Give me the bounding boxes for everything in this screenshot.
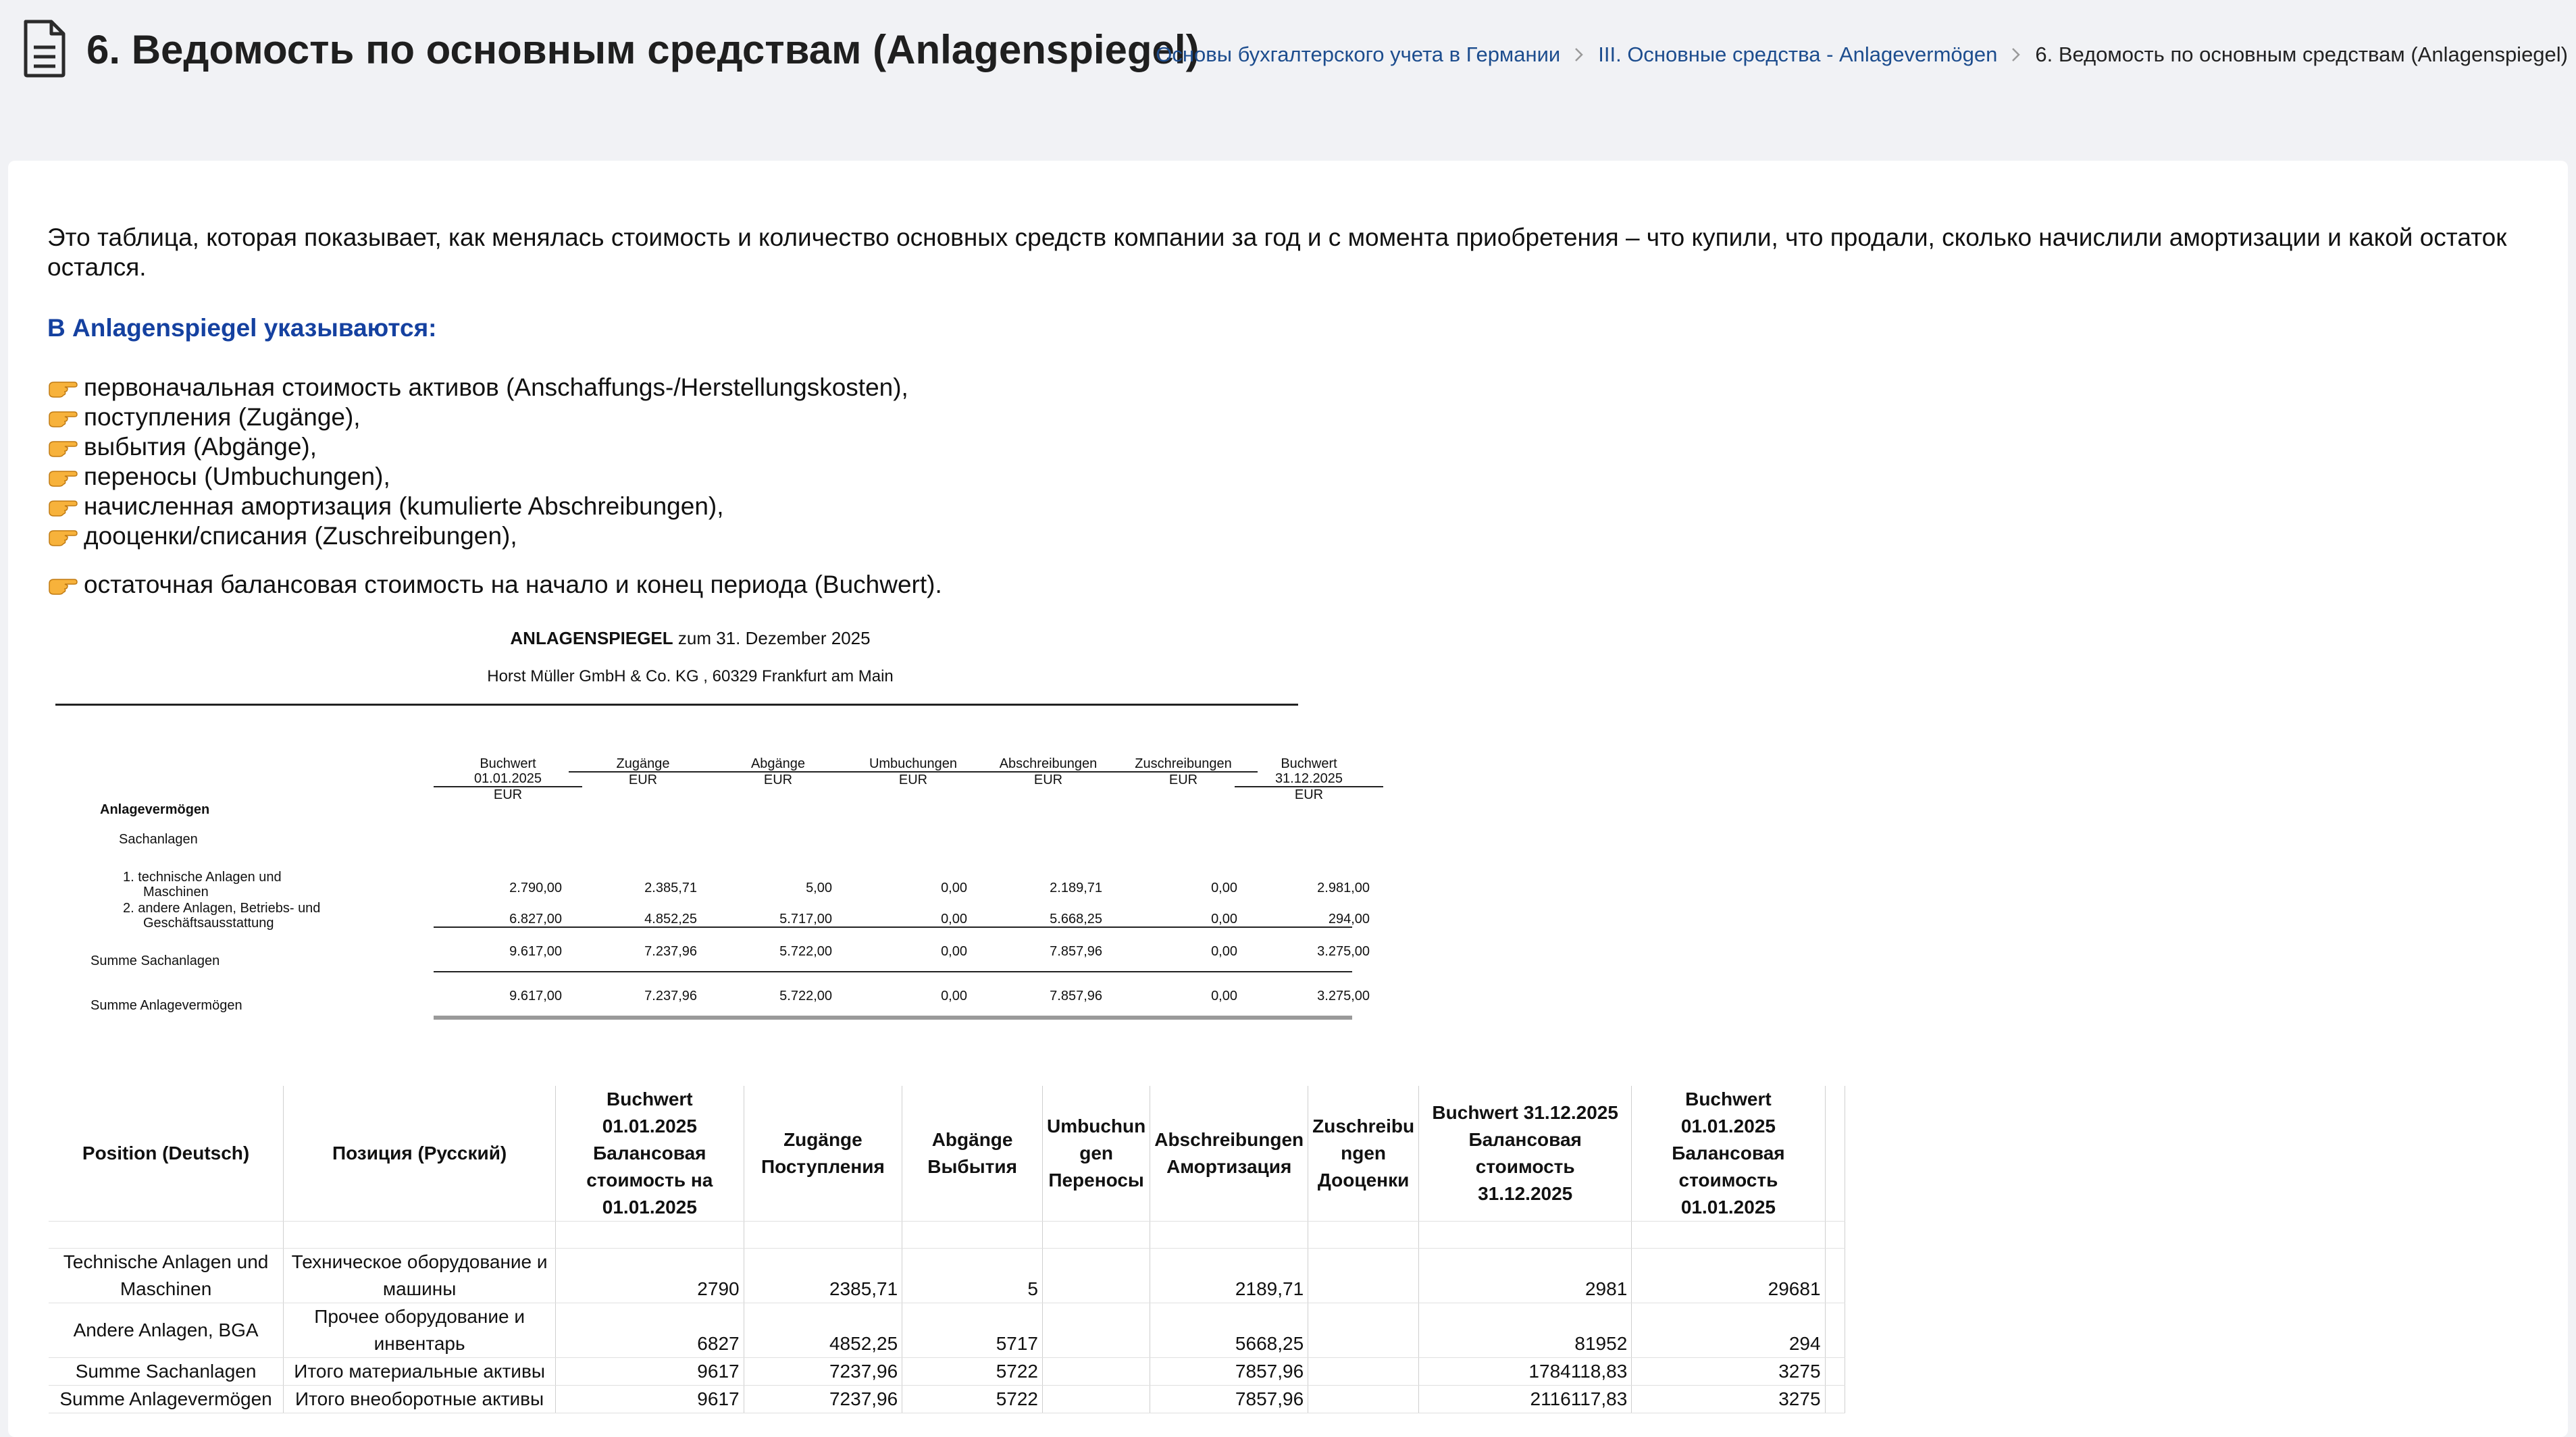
value-cell: 7857,96 [1150,1358,1308,1386]
table-header-cell: Buchwert 01.01.2025 Балансовая стоимость 01.01.2025 [1632,1086,1825,1222]
report-cell: 4.852,25 [644,912,697,926]
value-cell: 1784118,83 [1419,1358,1632,1386]
report-company: Horst Müller GmbH & Co. KG , 60329 Frankfurt am Main [487,667,894,685]
report-column-l1: Zugänge [616,756,670,771]
position-ru-cell: Прочее оборудование и инвентарь [284,1303,556,1358]
comparison-table [49,1086,1845,1423]
value-cell: 7237,96 [744,1386,902,1413]
pointing-hand-icon [47,466,78,488]
value-cell: 5722 [902,1386,1043,1413]
report-row-label: Summe Sachanlagen [91,953,220,968]
report-column-unit: EUR [569,771,717,787]
position-de-cell: Andere Anlagen, BGA [49,1303,284,1358]
value-cell [1308,1249,1419,1303]
table-header-cell: Buchwert 31.12.2025 Балансовая стоимость 31.12.2025 [1419,1086,1632,1222]
report-column-unit: EUR [839,771,987,787]
report-column-unit: EUR [974,771,1123,787]
report-cell: 2.385,71 [644,881,697,895]
bullet-list [47,373,908,551]
report-cell: 5,00 [806,881,832,895]
table-row [49,1386,1845,1413]
table-spacer-row [49,1222,1845,1249]
report-cell: 5.717,00 [779,912,832,926]
value-cell: 5722 [902,1358,1043,1386]
report-column-l1: Buchwert [480,756,536,771]
divider [434,1016,1352,1020]
section-subheading: В Anlagenspiegel указываются: [47,314,437,342]
report-column-unit: EUR [704,771,852,787]
report-column-unit: EUR [1235,786,1383,802]
position-de-cell: Technische Anlagen und Maschinen [49,1249,284,1303]
table-header-cell: Umbuchun gen Переносы [1043,1086,1150,1222]
value-cell: 2981 [1419,1249,1632,1303]
pointing-hand-icon [47,525,78,547]
report-cell: 0,00 [1211,912,1237,926]
value-cell: 7237,96 [744,1358,902,1386]
list-item: дооценки/списания (Zuschreibungen), [47,521,908,551]
value-cell: 5717 [902,1303,1043,1358]
report-cell: 7.857,96 [1050,989,1102,1003]
position-ru-cell: Итого внеоборотные активы [284,1386,556,1413]
divider [434,926,1352,928]
report-cell: 5.722,00 [779,989,832,1003]
value-cell: 294 [1632,1303,1825,1358]
pointing-hand-icon [47,496,78,517]
report-row-label: 2. andere Anlagen, Betriebs- und Geschäftsausstattung [123,901,321,931]
report-column-l1: Abschreibungen [999,756,1098,771]
table-header-cell: Zugänge Поступления [744,1086,902,1222]
value-cell [1043,1249,1150,1303]
list-item: начисленная амортизация (kumulierte Abschreibungen), [47,492,908,521]
content-card [8,161,2568,1437]
value-cell: 2385,71 [744,1249,902,1303]
pointing-hand-icon [47,407,78,428]
breadcrumb-link-chapter[interactable]: III. Основные средства - Anlagevermögen [1598,43,1998,66]
breadcrumb-link-course[interactable]: Основы бухгалтерского учета в Германии [1156,43,1561,66]
document-icon [22,19,68,78]
list-item: выбытия (Abgänge), [47,432,908,462]
value-cell: 5668,25 [1150,1303,1308,1358]
table-row [49,1303,1845,1358]
value-cell: 5 [902,1249,1043,1303]
value-cell: 6827 [556,1303,744,1358]
report-column-unit: EUR [1109,771,1258,787]
table-header-cell: Abschreibungen Амортизация [1150,1086,1308,1222]
position-ru-cell: Техническое оборудование и машины [284,1249,556,1303]
report-cell: 294,00 [1328,912,1370,926]
value-cell [1308,1358,1419,1386]
position-de-cell: Summe Sachanlagen [49,1358,284,1386]
value-cell: 2116117,83 [1419,1386,1632,1413]
value-cell [1308,1303,1419,1358]
report-cell: 6.827,00 [509,912,562,926]
report-column-header [434,756,582,802]
report-column-header [839,756,987,787]
report-cell: 0,00 [941,881,967,895]
report-row-label: 1. technische Anlagen und Maschinen [123,870,282,899]
breadcrumb-current: 6. Ведомость по основным средствам (Anlagenspiegel) [2035,43,2568,66]
value-cell: 29681 [1632,1249,1825,1303]
pointing-hand-icon [47,574,78,596]
table-row [49,1358,1845,1386]
report-column-l1: Buchwert [1281,756,1337,771]
divider [434,971,1352,972]
pointing-hand-icon [47,377,78,398]
value-cell: 3275 [1632,1386,1825,1413]
list-item: первоначальная стоимость активов (Anschaffungs-/Herstellungskosten), [47,373,908,402]
table-header-cell: Position (Deutsch) [49,1086,284,1222]
table-header-cell: Buchwert 01.01.2025 Балансовая стоимость на 01.01.2025 [556,1086,744,1222]
table-header-row [49,1086,1845,1222]
list-item: переносы (Umbuchungen), [47,462,908,492]
report-cell: 0,00 [941,912,967,926]
report-cell: 3.275,00 [1317,989,1370,1003]
report-cell: 0,00 [1211,989,1237,1003]
report-column-l2: 01.01.2025 [473,771,542,786]
table-header-cell: Abgänge Выбытия [902,1086,1043,1222]
report-column-header [974,756,1123,787]
report-cell: 0,00 [1211,881,1237,895]
value-cell [1308,1386,1419,1413]
breadcrumb [1156,39,2568,70]
intro-paragraph: Это таблица, которая показывает, как менялась стоимость и количество основных средств компании за год и с момента приобретения – что купили, что продали, сколько начислили амортизации и какой остаток остался. [47,224,2507,281]
page-title: 6. Ведомость по основным средствам (Anlagenspiegel) [86,27,1200,72]
report-column-l1: Zuschreibungen [1135,756,1232,771]
chevron-right-icon [1572,45,1586,65]
value-cell [1043,1358,1150,1386]
value-cell: 7857,96 [1150,1386,1308,1413]
value-cell: 4852,25 [744,1303,902,1358]
report-cell: 2.189,71 [1050,881,1102,895]
value-cell: 9617 [556,1358,744,1386]
list-item: остаточная балансовая стоимость на начало и конец периода (Buchwert). [47,570,942,600]
report-cell: 7.857,96 [1050,944,1102,959]
report-column-l2: 31.12.2025 [1274,771,1343,786]
table-header-cell: Позиция (Русский) [284,1086,556,1222]
table-header-cell: Zuschreibu ngen Дооценки [1308,1086,1419,1222]
table-row [49,1249,1845,1303]
value-cell: 3275 [1632,1358,1825,1386]
report-column-unit: EUR [434,786,582,802]
value-cell: 81952 [1419,1303,1632,1358]
report-title: ANLAGENSPIEGEL zum 31. Dezember 2025 [510,628,871,648]
value-cell [1043,1303,1150,1358]
report-column-header [704,756,852,787]
report-cell: 0,00 [941,944,967,959]
list-item: поступления (Zugänge), [47,402,908,432]
report-cell: 7.237,96 [644,944,697,959]
page-header [0,0,2576,101]
report-cell: 9.617,00 [509,944,562,959]
report-cell: 3.275,00 [1317,944,1370,959]
position-de-cell: Summe Anlagevermögen [49,1386,284,1413]
report-cell: 7.237,96 [644,989,697,1003]
report-cell: 0,00 [941,989,967,1003]
report-section: Anlagevermögen [100,802,210,817]
pointing-hand-icon [47,436,78,458]
divider [55,704,1298,706]
report-column-header [569,756,717,787]
report-column-l1: Umbuchungen [869,756,958,771]
value-cell: 9617 [556,1386,744,1413]
report-column-header [1235,756,1383,802]
value-cell: 2189,71 [1150,1249,1308,1303]
chevron-right-icon [2009,45,2023,65]
report-column-l1: Abgänge [750,756,806,771]
report-cell: 9.617,00 [509,989,562,1003]
value-cell: 2790 [556,1249,744,1303]
report-cell: 2.981,00 [1317,881,1370,895]
report-cell: 0,00 [1211,944,1237,959]
report-cell: 2.790,00 [509,881,562,895]
value-cell [1043,1386,1150,1413]
report-row-label: Summe Anlagevermögen [91,998,242,1013]
report-subsection: Sachanlagen [119,832,198,847]
position-ru-cell: Итого материальные активы [284,1358,556,1386]
report-cell: 5.722,00 [779,944,832,959]
report-cell: 5.668,25 [1050,912,1102,926]
